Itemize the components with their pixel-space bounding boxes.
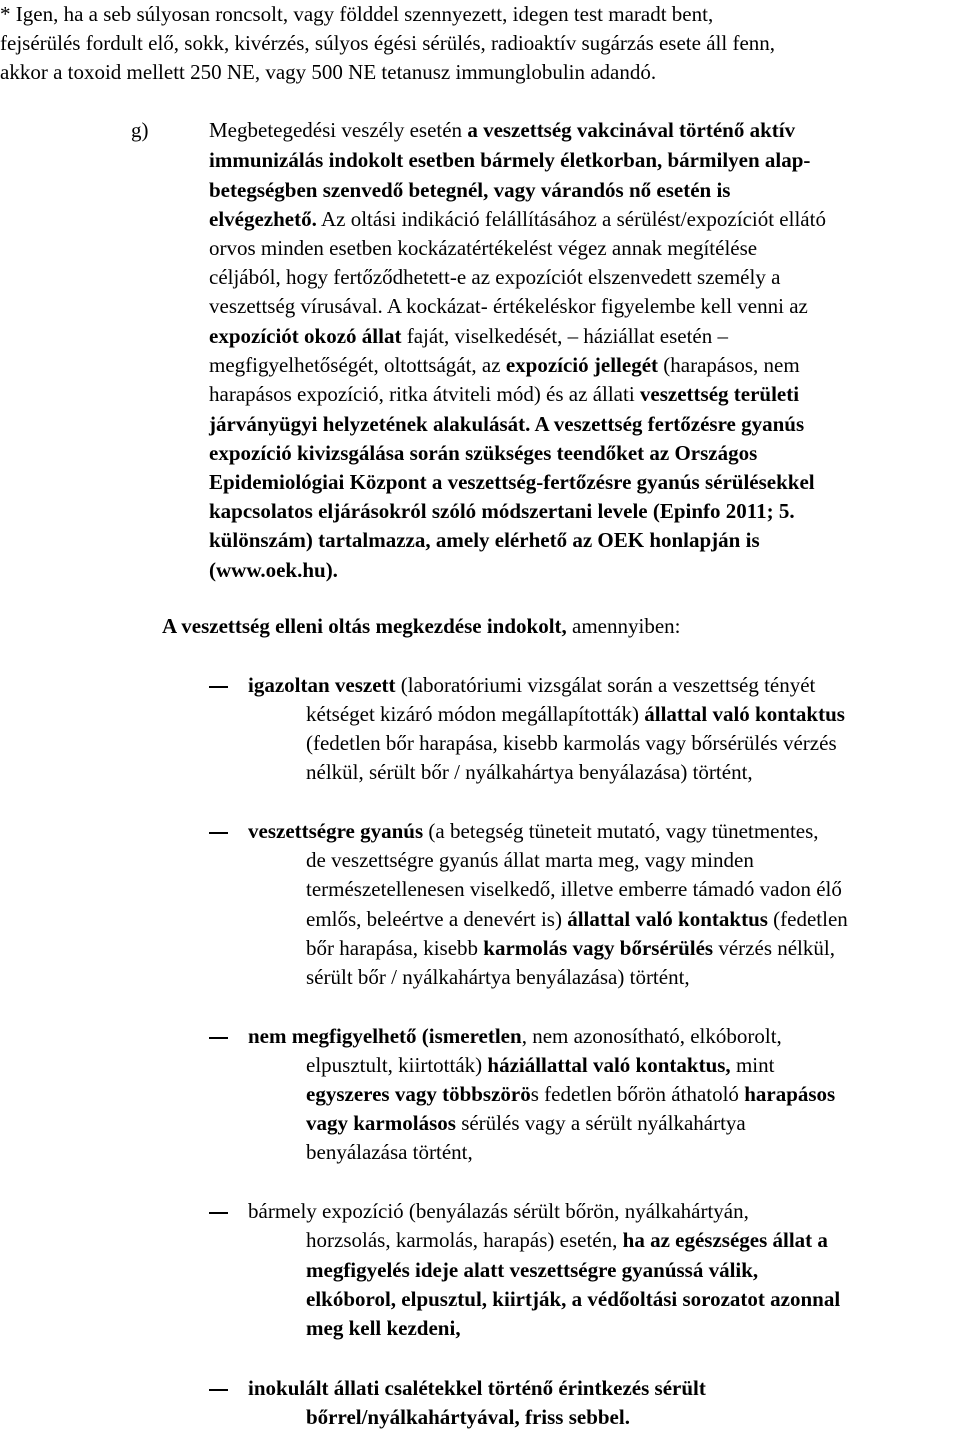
bullet-line: horzsolás, karmolás, harapás) esetén, ha az egészséges állat a bbox=[306, 1228, 828, 1252]
bullet-line: emlős, beleértve a denevért is) állattal való kontaktus (fedetlen bbox=[306, 907, 848, 931]
dash-bullet bbox=[209, 1212, 228, 1214]
bullet-line: inokulált állati csalétekkel történő érintkezés sérült bbox=[248, 1376, 706, 1400]
section-heading: A veszettség elleni oltás megkezdése indokolt, amennyiben: bbox=[162, 614, 681, 638]
bullet-line: igazoltan veszett (laboratóriumi vizsgálat során a veszettség tényét bbox=[248, 673, 816, 697]
item-marker: g) bbox=[131, 118, 149, 142]
bullet-line: elpusztult, kiirtották) háziállattal való kontaktus, mint bbox=[306, 1053, 775, 1077]
paragraph-line: expozíció kivizsgálása során szükséges teendőket az Országos bbox=[209, 441, 758, 465]
bullet-line: nem megfigyelhető (ismeretlen, nem azonosítható, elkóborolt, bbox=[248, 1024, 782, 1048]
paragraph-line: céljából, hogy fertőződhetett-e az expozíciót elszenvedett személy a bbox=[209, 265, 781, 289]
bullet-line: bármely expozíció (benyálazás sérült bőrön, nyálkahártyán, bbox=[248, 1199, 749, 1223]
paragraph-line: Epidemiológiai Központ a veszettség-fertőzésre gyanús sérülésekkel bbox=[209, 470, 815, 494]
paragraph-line: Megbetegedési veszély esetén a veszettség vakcinával történő aktív bbox=[209, 118, 796, 142]
dash-bullet bbox=[209, 832, 228, 834]
top-note-line: akkor a toxoid mellett 250 NE, vagy 500 NE tetanusz immunglobulin adandó. bbox=[0, 60, 657, 84]
paragraph-line: (www.oek.hu). bbox=[209, 558, 338, 582]
paragraph-line: expozíciót okozó állat faját, viselkedését, – háziállat esetén – bbox=[209, 324, 728, 348]
bullet-line: bőrrel/nyálkahártyával, friss sebbel. bbox=[306, 1405, 630, 1429]
paragraph-line: elvégezhető. Az oltási indikáció felállításához a sérülést/expozíciót ellátó bbox=[209, 207, 826, 231]
bullet-line: de veszettségre gyanús állat marta meg, vagy minden bbox=[306, 848, 754, 872]
bullet-line: bőr harapása, kisebb karmolás vagy bőrsérülés vérzés nélkül, bbox=[306, 936, 835, 960]
paragraph-line: kapcsolatos eljárásokról szóló módszertani levele (Epinfo 2011; 5. bbox=[209, 499, 795, 523]
bullet-line: veszettségre gyanús (a betegség tüneteit mutató, vagy tünetmentes, bbox=[248, 819, 819, 843]
bullet-line: kétséget kizáró módon megállapították) állattal való kontaktus bbox=[306, 702, 845, 726]
bullet-line: sérült bőr / nyálkahártya benyálazása) történt, bbox=[306, 965, 690, 989]
bullet-line: meg kell kezdeni, bbox=[306, 1316, 461, 1340]
paragraph-line: megfigyelhetőségét, oltottságát, az expozíció jellegét (harapásos, nem bbox=[209, 353, 800, 377]
paragraph-line: immunizálás indokolt esetben bármely életkorban, bármilyen alap- bbox=[209, 148, 811, 172]
bullet-line: benyálazása történt, bbox=[306, 1140, 473, 1164]
paragraph-line: orvos minden esetben kockázatértékelést végez annak megítélése bbox=[209, 236, 758, 260]
bullet-line: (fedetlen bőr harapása, kisebb karmolás vagy bőrsérülés vérzés bbox=[306, 731, 837, 755]
top-note-line: * Igen, ha a seb súlyosan roncsolt, vagy földdel szennyezett, idegen test maradt bent, bbox=[0, 2, 714, 26]
dash-bullet bbox=[209, 1037, 228, 1039]
paragraph-line: betegségben szenvedő betegnél, vagy várandós nő esetén is bbox=[209, 178, 731, 202]
dash-bullet bbox=[209, 686, 228, 688]
bullet-line: vagy karmolásos sérülés vagy a sérült nyálkahártya bbox=[306, 1111, 746, 1135]
bullet-line: megfigyelés ideje alatt veszettségre gyanússá válik, bbox=[306, 1258, 759, 1282]
bullet-line: elkóborol, elpusztul, kiirtják, a védőoltási sorozatot azonnal bbox=[306, 1287, 841, 1311]
dash-bullet bbox=[209, 1389, 228, 1391]
paragraph-line: veszettség vírusával. A kockázat- értékeléskor figyelembe kell venni az bbox=[209, 294, 808, 318]
paragraph-line: harapásos expozíció, ritka átviteli mód) és az állati veszettség területi bbox=[209, 382, 800, 406]
bullet-line: nélkül, sérült bőr / nyálkahártya benyálazása) történt, bbox=[306, 760, 753, 784]
bullet-line: egyszeres vagy többszörös fedetlen bőrön áthatoló harapásos bbox=[306, 1082, 836, 1106]
paragraph-line: különszám) tartalmazza, amely elérhető az OEK honlapján is bbox=[209, 528, 760, 552]
paragraph-line: járványügyi helyzetének alakulását. A veszettség fertőzésre gyanús bbox=[209, 412, 805, 436]
bullet-line: természetellenesen viselkedő, illetve emberre támadó vadon élő bbox=[306, 877, 842, 901]
top-note-line: fejsérülés fordult elő, sokk, kivérzés, súlyos égési sérülés, radioaktív sugárzás esete áll fenn, bbox=[0, 31, 776, 55]
